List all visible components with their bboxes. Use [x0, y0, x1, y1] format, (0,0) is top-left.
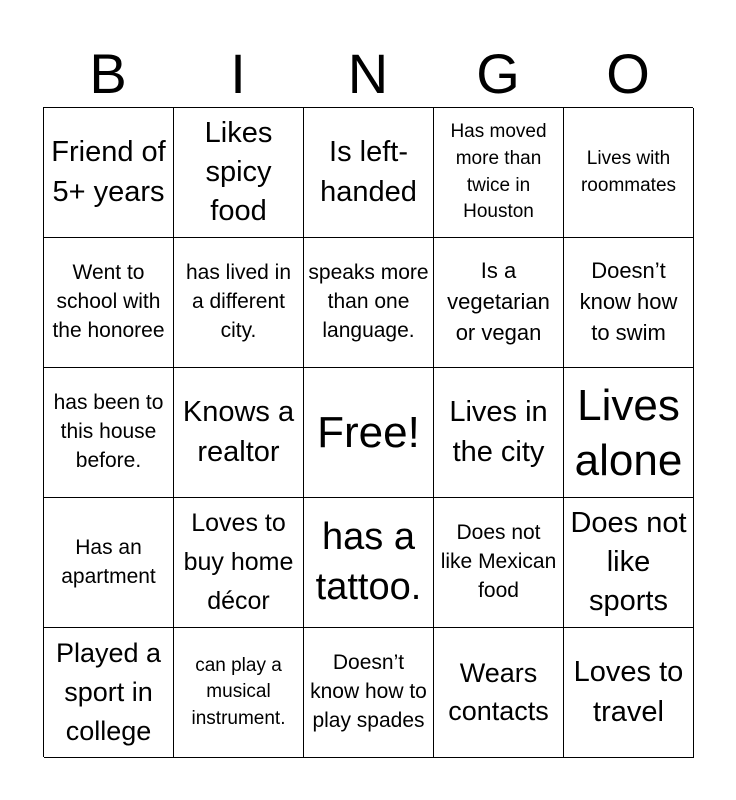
bingo-cell[interactable] [304, 108, 434, 238]
bingo-board [43, 107, 693, 757]
bingo-cell[interactable] [564, 498, 694, 628]
cell-text: Played a sport in college [55, 637, 162, 747]
bingo-cell[interactable] [44, 498, 174, 628]
bingo-cell[interactable] [44, 368, 174, 498]
header-letter-i: I [230, 42, 246, 105]
header-letter-n: N [347, 42, 389, 105]
cell-text: Does not like sports [570, 506, 687, 618]
cell-text: Likes spicy food [204, 116, 273, 228]
bingo-cell[interactable] [44, 108, 174, 238]
bingo-cell[interactable] [304, 628, 434, 758]
cell-text: Has moved more than twice in Houston [450, 121, 547, 223]
bingo-cell[interactable] [44, 628, 174, 758]
header-letter-b: B [89, 42, 127, 105]
cell-text: Doesn’t know how to swim [579, 258, 678, 345]
bingo-cell[interactable] [174, 368, 304, 498]
bingo-cell[interactable] [564, 628, 694, 758]
cell-text: can play a musical instrument. [191, 654, 286, 729]
cell-text: Went to school with the honoree [52, 261, 165, 342]
header-letter-g: G [476, 42, 520, 105]
bingo-cell[interactable] [44, 238, 174, 368]
cell-text: Loves to buy home décor [183, 509, 294, 615]
cell-text: Has an apartment [61, 535, 156, 588]
cell-text: has lived in a different city. [185, 261, 292, 342]
cell-text: speaks more than one language. [308, 261, 429, 342]
bingo-cell-free[interactable] [304, 368, 434, 498]
cell-text: Knows a realtor [182, 396, 295, 468]
bingo-cell[interactable] [434, 238, 564, 368]
cell-text: has been to this house before. [53, 391, 164, 472]
cell-text: Wears contacts [448, 657, 549, 726]
cell-text: has a tattoo. [315, 516, 422, 608]
cell-text: Lives in the city [449, 396, 548, 468]
header-letter-o: O [606, 42, 650, 105]
cell-text: Friend of 5+ years [51, 136, 166, 208]
bingo-cell[interactable] [564, 368, 694, 498]
bingo-cell[interactable] [434, 368, 564, 498]
cell-text: Does not like Mexican food [440, 521, 557, 602]
cell-text: Loves to travel [573, 656, 684, 728]
bingo-cell[interactable] [174, 498, 304, 628]
cell-text: Is left-handed [320, 136, 417, 208]
bingo-cell[interactable] [434, 628, 564, 758]
bingo-cell[interactable] [174, 628, 304, 758]
bingo-cell[interactable] [304, 498, 434, 628]
bingo-cell[interactable] [564, 108, 694, 238]
bingo-cell[interactable] [174, 108, 304, 238]
cell-text: Lives alone [574, 380, 683, 485]
cell-text: Lives with roommates [580, 147, 677, 196]
bingo-cell[interactable] [434, 498, 564, 628]
free-space-text: Free! [317, 408, 420, 457]
bingo-cell[interactable] [564, 238, 694, 368]
cell-text: Is a vegetarian or vegan [447, 258, 550, 345]
bingo-cell[interactable] [304, 238, 434, 368]
cell-text: Doesn’t know how to play spades [310, 651, 427, 732]
bingo-header [43, 40, 693, 108]
bingo-cell[interactable] [434, 108, 564, 238]
bingo-cell[interactable] [174, 238, 304, 368]
